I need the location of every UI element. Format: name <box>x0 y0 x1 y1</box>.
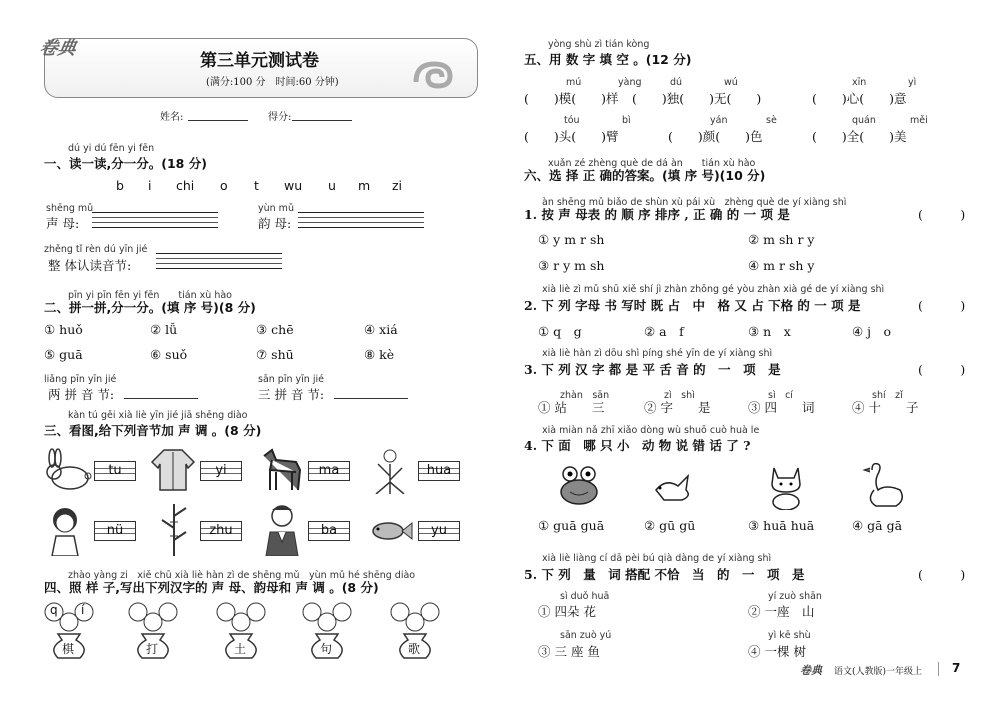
syllable-box-ba[interactable] <box>308 521 350 541</box>
q3-option-pinyin: zì shì <box>664 390 695 401</box>
q3-option-pinyin: zhàn sān <box>560 390 610 401</box>
q2-option[interactable]: ③ n x <box>748 324 791 339</box>
q4-option[interactable]: ① guā guā <box>538 518 605 533</box>
q5-option[interactable]: ④ 一棵 树 <box>748 644 806 659</box>
s5-row2-blank[interactable]: ( )头( )臂 <box>524 129 619 144</box>
q1-option[interactable]: ① y m r sh <box>538 232 605 247</box>
q1-option[interactable]: ③ r y m sh <box>538 258 605 273</box>
q2-option[interactable]: ④ j o <box>852 324 892 339</box>
vase-char: 歌 <box>408 642 421 656</box>
s2-title: 二、拼一拼,分一分。(填 序 号)(8 分) <box>44 300 256 315</box>
q4-option[interactable]: ② gū gū <box>644 518 696 533</box>
example-shengmu: q <box>50 603 58 617</box>
q5-option-pinyin: yí zuò shān <box>768 591 822 602</box>
san-answer-line[interactable] <box>334 398 408 399</box>
q2-answer[interactable]: ( ) <box>918 298 966 313</box>
page-title: 第三单元测试卷 <box>200 51 319 71</box>
syllable-box-nu[interactable] <box>94 521 136 541</box>
swirl-ornament <box>412 56 458 90</box>
syllable-text: nü <box>106 523 124 538</box>
vase-char: 土 <box>234 642 247 656</box>
flower-icon <box>370 446 410 494</box>
girl-icon <box>44 504 86 556</box>
q1-option[interactable]: ④ m r sh y <box>748 258 815 273</box>
rabbit-icon <box>44 448 92 492</box>
syllable-box-yu[interactable] <box>418 521 460 541</box>
q1-pinyin: àn shēng mǔ biǎo de shùn xù pái xù zhèng què de yí xiàng shì <box>542 197 847 208</box>
vase-2[interactable] <box>124 600 184 660</box>
s1-title: 一、读一读,分一分。(18 分) <box>44 156 207 171</box>
example-yunmu: í <box>81 603 85 617</box>
s5-row1-pinyin: yàng <box>618 77 642 88</box>
s5-row2-pinyin: quán <box>852 115 876 126</box>
q2-pinyin: xià liè zì mǔ shū xiě shí jì zhàn zhōng gé yòu zhàn xià gé de yí xiàng shì <box>542 284 885 295</box>
dove-icon <box>652 470 700 504</box>
s5-row2-blank[interactable]: ( )全( )美 <box>812 129 907 144</box>
s1-letter: u <box>328 178 336 193</box>
s1-pinyin: dú yi dú fēn yi fēn <box>68 143 155 154</box>
s4-pinyin: zhào yàng zi xiě chū xià liè hàn zì de shēng mǔ yùn mǔ hé shēng diào <box>68 570 416 581</box>
horse-icon <box>258 446 304 492</box>
vase-4[interactable] <box>298 600 358 660</box>
q2-option[interactable]: ② a f <box>644 324 684 339</box>
liang-pinyin: liǎng pīn yīn jié <box>44 374 117 385</box>
q3-option[interactable]: ④ 十 子 <box>852 400 919 415</box>
page-number: 7 <box>952 661 961 675</box>
liang-answer-line[interactable] <box>124 398 198 399</box>
s5-row1-pinyin: wú <box>724 77 738 88</box>
yunmu-writing-lines[interactable] <box>298 212 424 228</box>
footer-divider <box>938 662 939 676</box>
syllable-text: hua <box>426 463 452 478</box>
q3-answer[interactable]: ( ) <box>918 362 966 377</box>
score-label: 得分: <box>268 112 292 123</box>
s5-row1-pinyin: yì <box>908 77 917 88</box>
s2-item: ⑧ kè <box>364 347 395 362</box>
footer-book: 语文(人教版)一年级上 <box>834 667 923 677</box>
syllable-box-tu[interactable] <box>94 461 136 481</box>
q2-option[interactable]: ① q g <box>538 324 582 339</box>
s2-item: ② lǚ <box>150 322 178 337</box>
s5-pinyin: yòng shù zì tián kòng <box>548 39 650 50</box>
q3-option-pinyin: shí zǐ <box>872 390 903 401</box>
s1-letter: t <box>254 178 259 193</box>
score-field[interactable] <box>292 120 352 121</box>
s2-item: ① huǒ <box>44 322 83 337</box>
shengmu-writing-lines[interactable] <box>92 212 218 228</box>
q5-pinyin: xià liè liàng cí dā pèi bú qià dàng de yí xiàng shì <box>542 553 772 564</box>
s2-item: ⑦ shū <box>256 347 294 362</box>
s1-letter: b <box>116 178 124 193</box>
syllable-text: yu <box>431 523 447 538</box>
s2-item: ⑥ suǒ <box>150 347 188 362</box>
q3-option-pinyin: sì cí <box>768 390 793 401</box>
shengmu-label: 声 母: <box>46 216 80 231</box>
frog-icon <box>556 462 602 508</box>
s1-letter: o <box>220 178 228 193</box>
s6-pinyin: xuǎn zé zhèng què de dá àn tián xù hào <box>548 158 756 169</box>
footer-logo: 卷典 <box>800 664 822 677</box>
s5-row2-pinyin: bì <box>622 115 631 126</box>
syllable-text: zhu <box>209 523 233 538</box>
goose-icon <box>862 460 908 510</box>
syllable-text: yi <box>215 463 227 478</box>
vase-char: 打 <box>146 642 159 656</box>
zhengti-label: 整 体认读音节: <box>48 258 132 273</box>
q3-option[interactable]: ① 站 三 <box>538 400 605 415</box>
yunmu-pinyin: yùn mǔ <box>258 203 294 214</box>
s5-row1-blank[interactable]: ( )模( )样 <box>524 91 619 106</box>
q5-option[interactable]: ① 四朵 花 <box>538 604 596 619</box>
s5-row1-pinyin: mú <box>566 77 582 88</box>
coat-icon <box>150 446 196 492</box>
liang-label: 两 拼 音 节: <box>48 387 115 402</box>
name-field[interactable] <box>188 120 248 121</box>
name-label: 姓名: <box>160 112 184 123</box>
syllable-box-yi[interactable] <box>200 461 242 481</box>
q2-text: 2. 下 列 字母 书 写时 既 占 中 格 又 占 下格 的 一 项 是 <box>524 298 861 313</box>
s1-letter: wu <box>284 178 303 193</box>
q3-option[interactable]: ③ 四 词 <box>748 400 815 415</box>
vase-3[interactable] <box>212 600 272 660</box>
q5-option-pinyin: yì kē shù <box>768 630 811 641</box>
q4-option[interactable]: ④ gā gā <box>852 518 903 533</box>
s1-letter: chi <box>176 178 195 193</box>
s6-title: 六、选 择 正 确的答案。(填 序 号)(10 分) <box>524 168 766 183</box>
vase-char: 句 <box>320 642 333 656</box>
q3-text: 3. 下 列 汉 字 都 是 平 舌 音 的 一 项 是 <box>524 362 781 377</box>
s5-row2-pinyin: měi <box>910 115 928 126</box>
s2-item: ⑤ guā <box>44 347 83 362</box>
s5-row2-pinyin: sè <box>766 115 777 126</box>
q1-text: 1. 按 声 母表 的 顺 序 排序 , 正 确 的 一 项 是 <box>524 207 790 222</box>
s5-row2-blank[interactable]: ( )颜( )色 <box>668 129 763 144</box>
s4-title: 四、照 样 子,写出下列汉字的 声 母、韵母和 声 调 。(8 分) <box>44 580 379 595</box>
cat-icon <box>766 462 806 510</box>
bamboo-icon <box>160 502 190 556</box>
s1-letter: zi <box>392 178 403 193</box>
q1-option[interactable]: ② m sh r y <box>748 232 815 247</box>
san-label: 三 拼 音 节: <box>258 387 325 402</box>
father-icon <box>262 502 302 556</box>
san-pinyin: sān pīn yīn jié <box>258 374 324 385</box>
syllable-text: ma <box>318 463 340 478</box>
q5-option-pinyin: sì duǒ huā <box>560 591 610 602</box>
s3-pinyin: kàn tú gěi xià liè yīn jié jiā shēng diào <box>68 410 248 421</box>
logo: 卷典 <box>37 38 78 59</box>
q4-option[interactable]: ③ huā huā <box>748 518 815 533</box>
q4-text: 4. 下 面 哪 只 小 动 物 说 错 话 了 ? <box>524 438 751 453</box>
s2-item: ④ xiá <box>364 322 398 337</box>
s5-row1-pinyin: dú <box>670 77 683 88</box>
syllable-box-ma[interactable] <box>308 461 350 481</box>
q3-pinyin: xià liè hàn zì dōu shì píng shé yīn de yí xiàng shì <box>542 348 773 359</box>
vase-example <box>40 600 100 660</box>
zhengti-pinyin: zhěng tǐ rèn dú yīn jié <box>44 244 148 255</box>
vase-char: 棋 <box>62 642 75 656</box>
q5-option[interactable]: ③ 三 座 鱼 <box>538 644 600 659</box>
yunmu-label: 韵 母: <box>258 216 292 231</box>
q3-option[interactable]: ② 字 是 <box>644 400 711 415</box>
q1-answer[interactable]: ( ) <box>918 207 966 222</box>
s5-row2-pinyin: yán <box>710 115 728 126</box>
s5-row2-pinyin: tóu <box>564 115 580 126</box>
fish-icon <box>370 518 414 544</box>
s5-row1-blank[interactable]: ( )心( )意 <box>812 91 907 106</box>
syllable-box-zhu[interactable] <box>200 521 242 541</box>
s3-title: 三、看图,给下列音节加 声 调 。(8 分) <box>44 423 262 438</box>
zhengti-writing-lines[interactable] <box>156 253 282 269</box>
q5-option[interactable]: ② 一座 山 <box>748 604 815 619</box>
s2-pinyin: pīn yi pīn fēn yi fēn tián xù hào <box>68 290 232 301</box>
s5-row1-pinyin: xīn <box>852 77 867 88</box>
q5-answer[interactable]: ( ) <box>918 567 966 582</box>
s5-row1-blank[interactable]: ( )独( )无( ) <box>632 91 762 106</box>
s1-letter: m <box>358 178 371 193</box>
s2-item: ③ chē <box>256 322 294 337</box>
shengmu-pinyin: shēng mǔ <box>46 203 94 214</box>
syllable-text: tu <box>108 463 122 478</box>
syllable-text: ba <box>320 523 338 538</box>
syllable-box-hua[interactable] <box>418 461 460 481</box>
q5-option-pinyin: sān zuò yú <box>560 630 612 641</box>
page-subtitle: (满分:100 分 时间:60 分钟) <box>206 77 339 88</box>
vase-5[interactable] <box>386 600 446 660</box>
s1-letter: i <box>148 178 152 193</box>
s5-title: 五、用 数 字 填 空 。(12 分) <box>524 52 692 67</box>
q5-text: 5. 下 列 量 词 搭配 不恰 当 的 一 项 是 <box>524 567 805 582</box>
q4-pinyin: xià miàn nǎ zhī xiǎo dòng wù shuō cuò huà le <box>542 425 760 436</box>
